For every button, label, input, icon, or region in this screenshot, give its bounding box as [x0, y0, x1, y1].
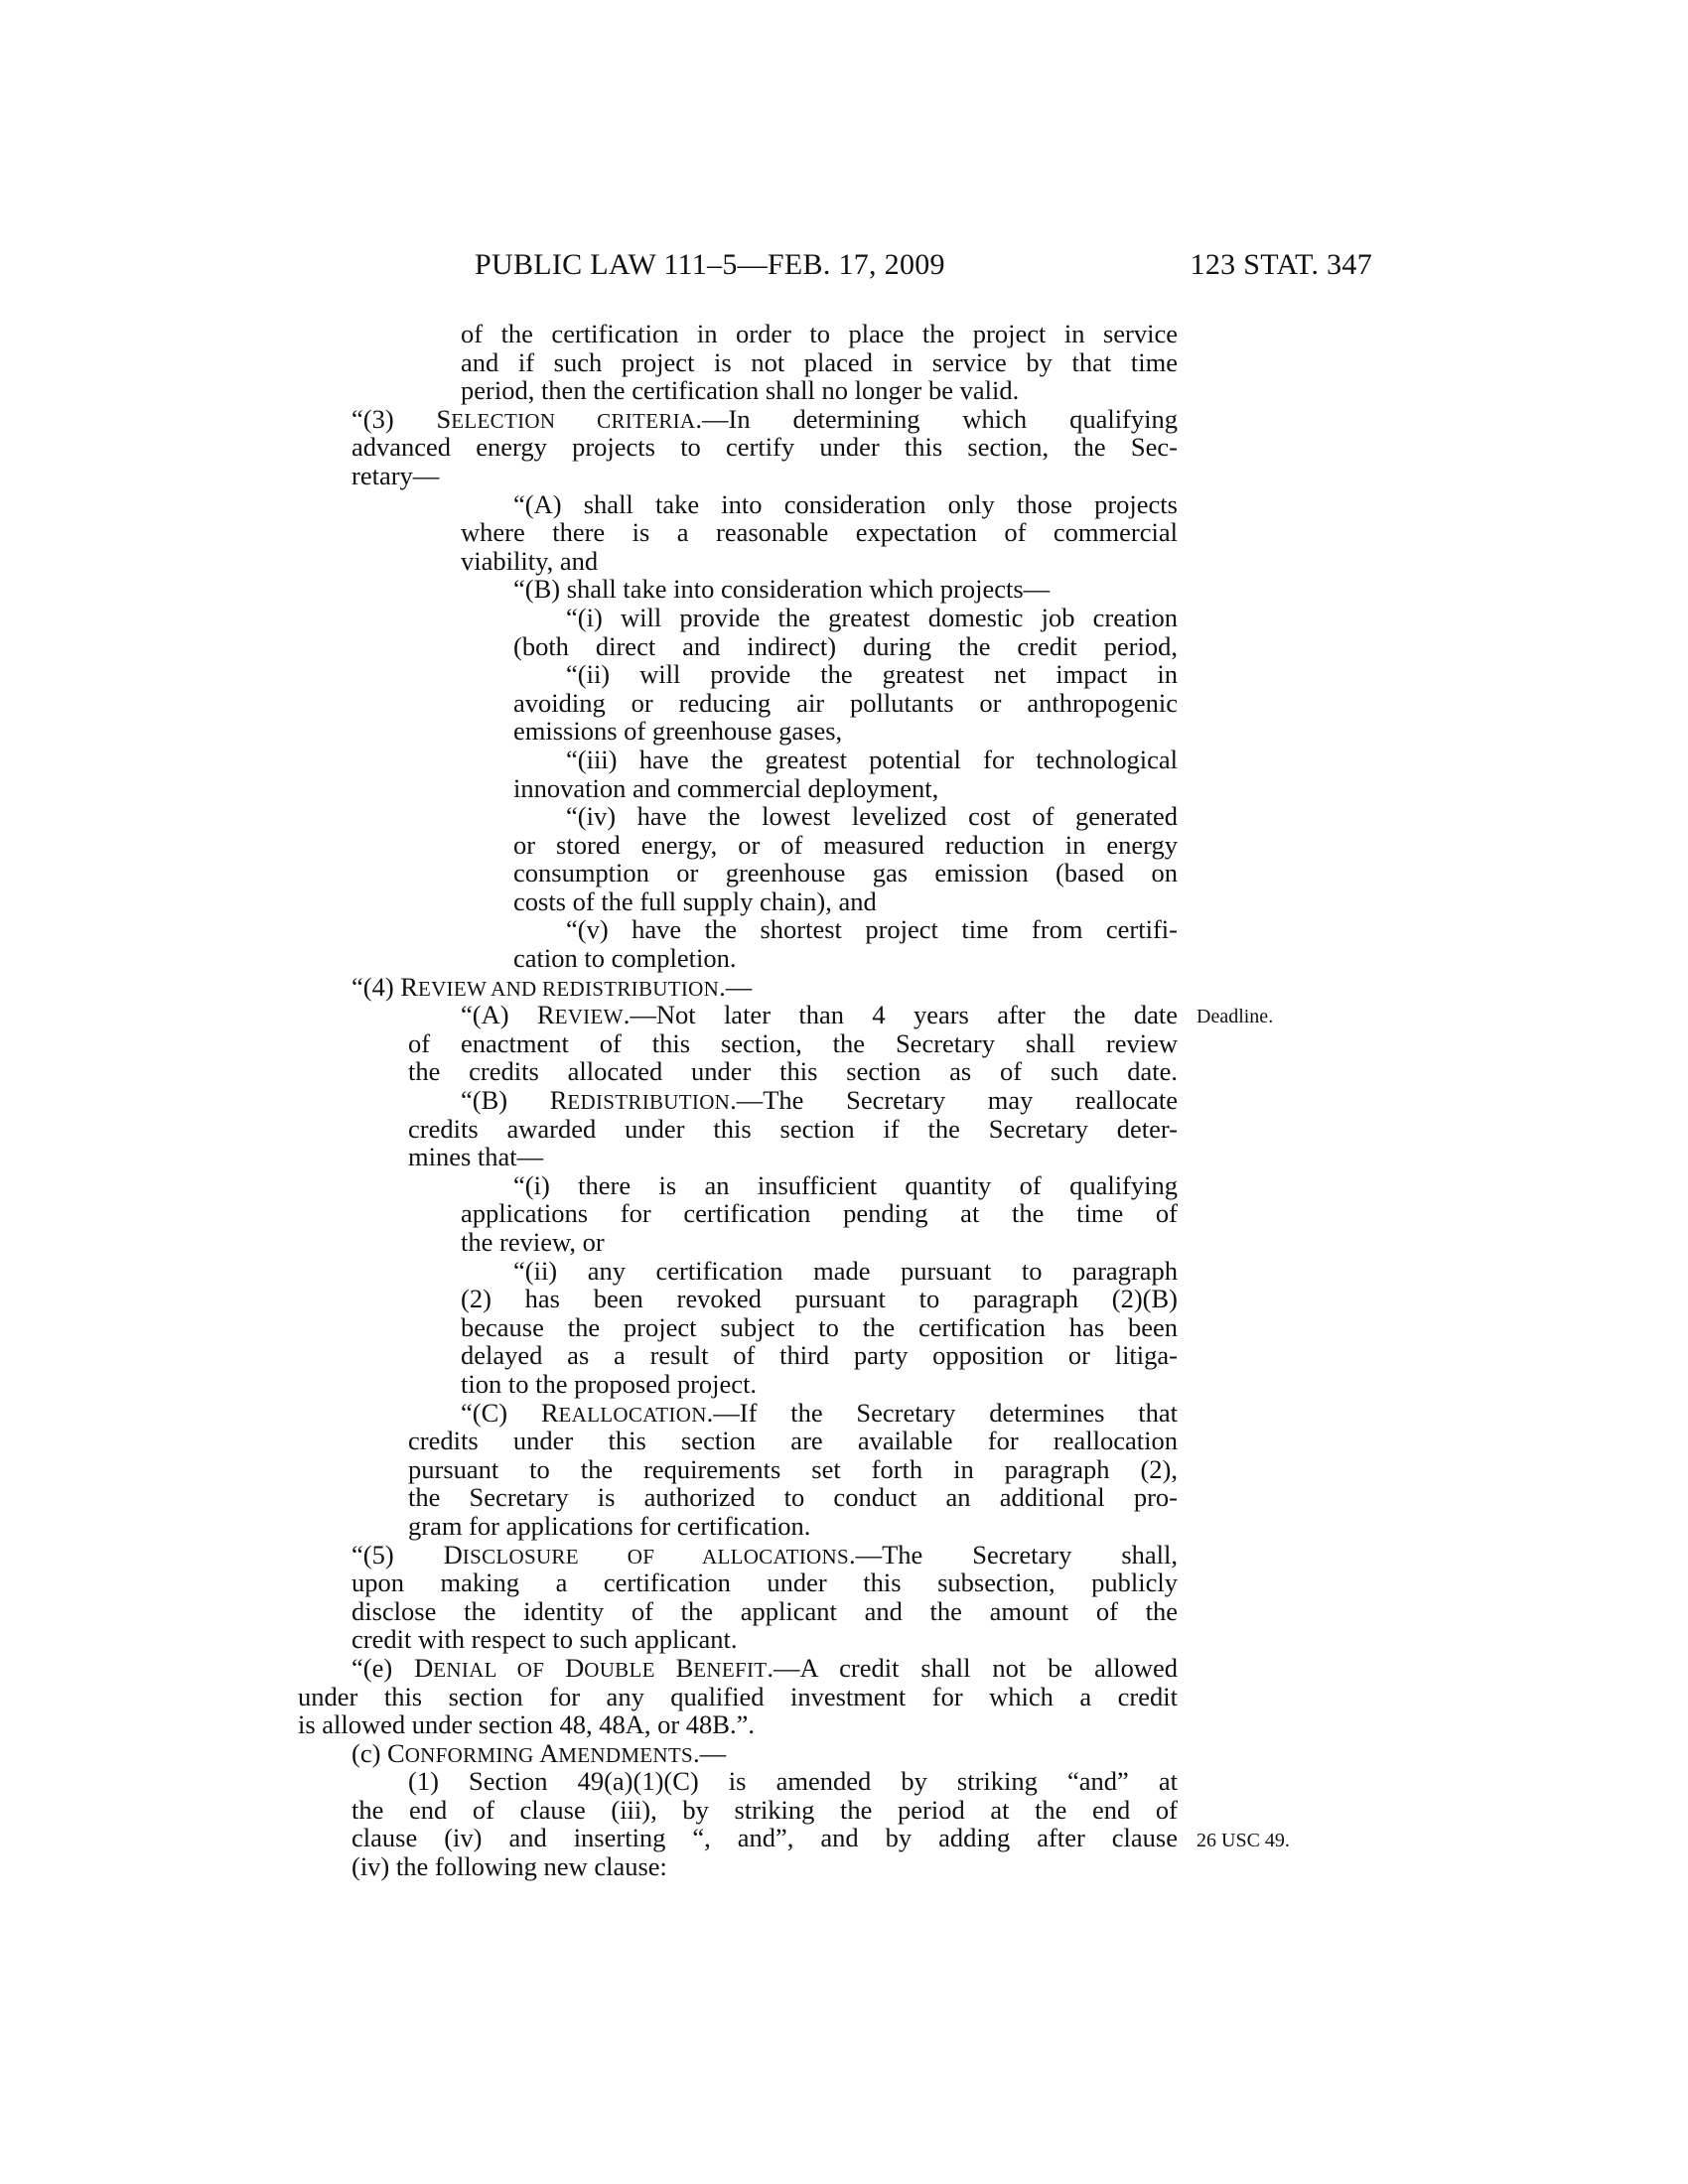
- text-line: (iv) the following new clause:: [352, 1851, 667, 1882]
- text-line: “(v) have the shortest project time from certifi-: [566, 914, 1178, 945]
- text-run: “(3) S: [352, 403, 452, 434]
- small-caps-run: OUBLE: [584, 1657, 676, 1682]
- text-line: viability, and: [461, 545, 599, 576]
- small-caps-run: MENDMENTS: [558, 1742, 694, 1767]
- text-line: mines that—: [408, 1142, 544, 1172]
- text-run: “(C) R: [461, 1397, 559, 1428]
- small-caps-run: EDISTRIBUTION: [567, 1090, 731, 1115]
- text-line: cation to completion.: [513, 943, 737, 974]
- text-line: (both direct and indirect) during the credit period,: [513, 630, 1178, 661]
- text-line: where there is a reasonable expectation of commercial: [461, 517, 1178, 548]
- text-line: retary—: [352, 460, 440, 490]
- text-run: D: [565, 1652, 585, 1683]
- text-run: B: [675, 1652, 694, 1683]
- text-run: “(5) D: [352, 1539, 463, 1570]
- header-public-law: PUBLIC LAW 111–5—FEB. 17, 2009: [475, 248, 945, 281]
- text-run: .—In determining which qualifying: [695, 403, 1178, 434]
- header-stat-page: 123 STAT. 347: [1190, 248, 1372, 281]
- text-line: “(ii) any certification made pursuant to paragraph: [513, 1255, 1178, 1286]
- text-line: avoiding or reducing air pollutants or anthropogenic: [513, 687, 1178, 718]
- text-line: because the project subject to the certification has been: [461, 1311, 1178, 1342]
- text-line: credits awarded under this section if the Secretary deter-: [408, 1113, 1178, 1144]
- margin-note-usc: 26 USC 49.: [1196, 1830, 1290, 1851]
- text-line: the end of clause (iii), by striking the period at the end of: [352, 1794, 1178, 1825]
- text-line: is allowed under section 48, 48A, or 48B.”.: [298, 1709, 755, 1740]
- text-run: (c) C: [352, 1737, 405, 1768]
- text-line: tion to the proposed project.: [461, 1368, 758, 1399]
- text-line: gram for applications for certification.: [408, 1510, 811, 1541]
- small-caps-run: ENIAL OF: [433, 1657, 566, 1682]
- text-line: “(A) shall take into consideration only those projects: [513, 488, 1178, 519]
- text-line: innovation and commercial deployment,: [513, 772, 939, 803]
- text-line: under this section for any qualified investment for which a credit: [298, 1681, 1178, 1711]
- text-line: upon making a certification under this subsection, publicly: [352, 1568, 1178, 1598]
- subparagraph-heading-b: [298, 1086, 1178, 1115]
- document-body: [298, 320, 1178, 1881]
- text-line: applications for certification pending at the time of: [461, 1198, 1178, 1229]
- text-run: .—: [693, 1737, 727, 1768]
- text-run: .—The Secretary may reallocate: [730, 1085, 1179, 1116]
- small-caps-run: ONFORMING: [404, 1742, 540, 1767]
- text-line: advanced energy projects to certify under this section, the Sec-: [352, 432, 1178, 463]
- subparagraph-heading-a: [298, 1001, 1178, 1029]
- text-line: “(B) shall take into consideration which projects—: [513, 574, 1051, 605]
- margin-note-deadline: Deadline.: [1196, 1006, 1274, 1027]
- text-line: of the certification in order to place the project in service: [461, 319, 1178, 348]
- text-line: the Secretary is authorized to conduct an additional pro-: [408, 1482, 1178, 1513]
- text-run: “(B) R: [461, 1085, 568, 1116]
- text-line: costs of the full supply chain), and: [513, 886, 877, 916]
- text-line: credit with respect to such applicant.: [352, 1624, 738, 1655]
- subsection-heading-e: [298, 1654, 1178, 1683]
- text-line: clause (iv) and inserting “, and”, and by adding after clause: [352, 1823, 1178, 1853]
- text-line: “(i) will provide the greatest domestic job creation: [566, 602, 1178, 632]
- text-run: .—The Secretary shall,: [848, 1539, 1178, 1570]
- text-line: or stored energy, or of measured reduction in energy: [513, 829, 1178, 860]
- text-run: “(A) R: [461, 1000, 555, 1030]
- paragraph-heading-4: [298, 973, 1178, 1002]
- text-line: the review, or: [461, 1227, 605, 1257]
- subparagraph-heading-c: [298, 1399, 1178, 1428]
- text-run: .—A credit shall not be allowed: [767, 1652, 1179, 1683]
- text-run: A: [539, 1737, 559, 1768]
- running-header: [475, 248, 1372, 292]
- text-run: .—If the Secretary determines that: [706, 1397, 1178, 1428]
- text-line: “(ii) will provide the greatest net impact in: [566, 659, 1178, 690]
- text-line: “(i) there is an insufficient quantity of qualifying: [513, 1169, 1178, 1200]
- text-run: .—: [719, 971, 753, 1002]
- text-line: the credits allocated under this section as of such date.: [408, 1056, 1178, 1087]
- text-line: pursuant to the requirements set forth in paragraph (2),: [408, 1453, 1178, 1484]
- text-run: “(e) D: [352, 1652, 434, 1683]
- text-run: .—Not later than 4 years after the date: [623, 1000, 1178, 1030]
- paragraph-heading-5: [298, 1541, 1178, 1570]
- paragraph-heading-3: [298, 405, 1178, 434]
- subsection-heading-c: [298, 1739, 1178, 1768]
- text-line: of enactment of this section, the Secretary shall review: [408, 1027, 1178, 1058]
- text-line: and if such project is not placed in service by that time: [461, 346, 1178, 377]
- text-line: emissions of greenhouse gases,: [513, 716, 843, 747]
- text-line: (1) Section 49(a)(1)(C) is amended by striking “and” at: [408, 1766, 1178, 1797]
- text-line: period, then the certification shall no longer be valid.: [461, 375, 1020, 406]
- text-run: “(4) R: [352, 971, 418, 1002]
- small-caps-run: EVIEW AND REDISTRIBUTION: [417, 976, 720, 1001]
- text-line: delayed as a result of third party opposition or litiga-: [461, 1340, 1178, 1371]
- small-caps-run: EVIEW: [554, 1005, 624, 1029]
- text-line: credits under this section are available for reallocation: [408, 1426, 1178, 1456]
- small-caps-run: EALLOCATION: [558, 1402, 707, 1427]
- text-line: “(iv) have the lowest levelized cost of generated: [566, 801, 1178, 832]
- text-line: (2) has been revoked pursuant to paragraph (2)(B): [461, 1284, 1178, 1314]
- small-caps-run: ELECTION CRITERIA: [451, 408, 696, 433]
- small-caps-run: ENEFIT: [693, 1657, 768, 1682]
- text-line: “(iii) have the greatest potential for technological: [566, 744, 1178, 774]
- small-caps-run: ISCLOSURE OF ALLOCATIONS: [462, 1544, 849, 1569]
- text-line: consumption or greenhouse gas emission (based on: [513, 858, 1178, 888]
- text-line: disclose the identity of the applicant and the amount of the: [352, 1595, 1178, 1626]
